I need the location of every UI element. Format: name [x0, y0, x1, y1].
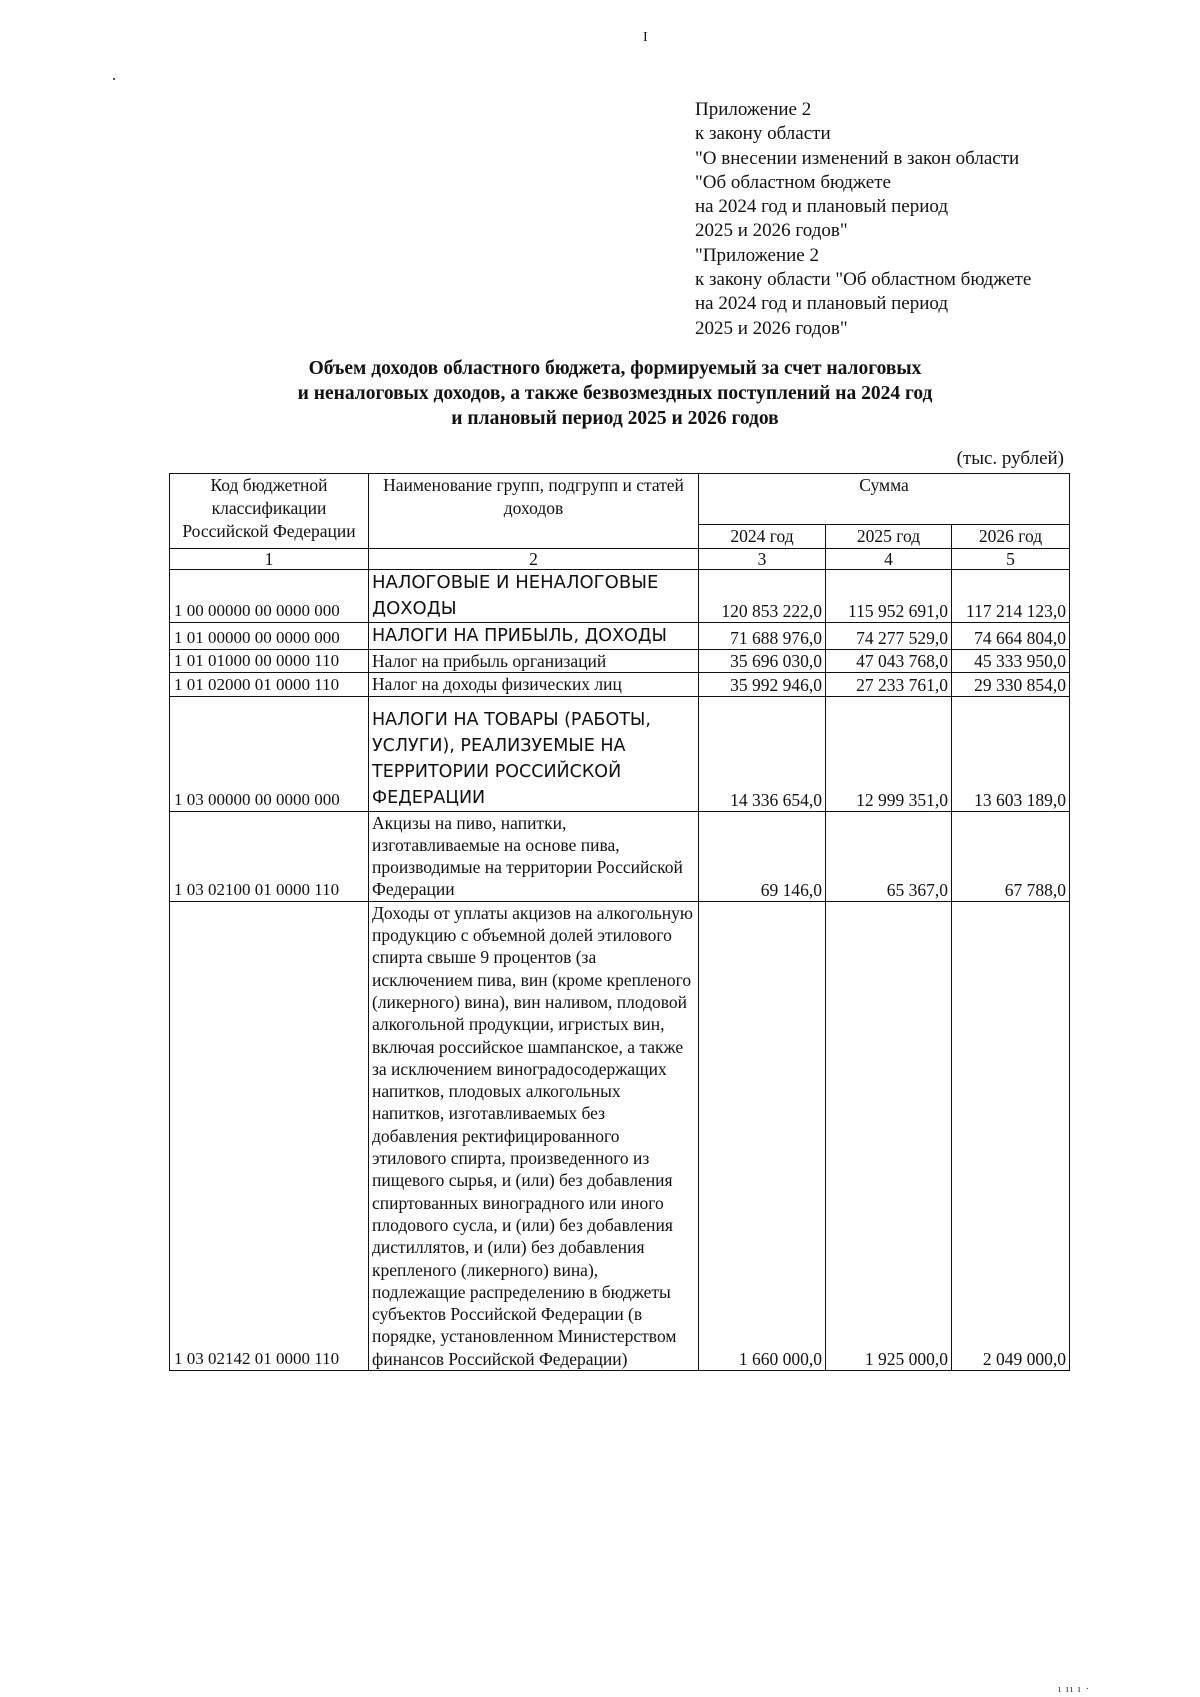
annex-line: 2025 и 2026 годов": [695, 317, 848, 339]
scan-speck: [113, 78, 115, 80]
row-value-2026: 2 049 000,0: [952, 901, 1070, 1370]
title-line: Объем доходов областного бюджета, формируемый за счет налоговых: [308, 358, 922, 379]
header-year: 2025 год: [826, 525, 952, 549]
row-code: 1 01 02000 01 0000 110: [170, 673, 369, 696]
header-year: 2024 год: [699, 525, 826, 549]
row-code: 1 01 01000 00 0000 110: [170, 650, 369, 673]
annex-line: 2025 и 2026 годов": [695, 220, 848, 242]
row-value-2024: 120 853 222,0: [699, 570, 826, 623]
units-label: (тыс. рублей): [956, 448, 1064, 469]
row-value-2024: 14 336 654,0: [699, 696, 826, 811]
row-code: 1 03 02100 01 0000 110: [170, 811, 369, 901]
annex-line: к закону области "Об областном бюджете: [695, 269, 1032, 291]
row-name: Налог на прибыль организаций: [369, 650, 699, 673]
row-value-2024: 1 660 000,0: [699, 901, 826, 1370]
row-value-2025: 12 999 351,0: [826, 696, 952, 811]
row-value-2026: 74 664 804,0: [952, 623, 1070, 650]
row-name: НАЛОГИ НА ТОВАРЫ (РАБОТЫ, УСЛУГИ), РЕАЛИЗУЕМЫЕ НА ТЕРРИТОРИИ РОССИЙСКОЙ ФЕДЕРАЦИИ: [369, 696, 699, 811]
table-row: [170, 570, 1070, 623]
row-value-2024: 35 992 946,0: [699, 673, 826, 696]
row-value-2026: 67 788,0: [952, 811, 1070, 901]
table-row: [170, 901, 1070, 1370]
table-row: [170, 650, 1070, 673]
header-sum: Сумма: [699, 474, 1070, 525]
table-row: [170, 811, 1070, 901]
annex-line: "Об областном бюджете: [695, 171, 891, 193]
row-value-2025: 74 277 529,0: [826, 623, 952, 650]
revenue-table: [169, 473, 1070, 1371]
row-value-2025: 1 925 000,0: [826, 901, 952, 1370]
page-number-mark: I: [643, 30, 648, 45]
annex-line: "О внесении изменений в закон области: [695, 147, 1020, 169]
row-value-2025: 115 952 691,0: [826, 570, 952, 623]
scan-edge-marks: ı ıı ı ·: [1058, 1683, 1091, 1695]
header-code: Код бюджетной классификации Российской Федерации: [170, 474, 369, 549]
row-value-2026: 45 333 950,0: [952, 650, 1070, 673]
table-row: [170, 673, 1070, 696]
column-number: 1: [170, 549, 369, 570]
row-value-2025: 65 367,0: [826, 811, 952, 901]
column-number-row: [170, 549, 1070, 570]
row-name: НАЛОГИ НА ПРИБЫЛЬ, ДОХОДЫ: [369, 623, 699, 650]
annex-line: на 2024 год и плановый период: [695, 293, 949, 315]
column-number: 2: [369, 549, 699, 570]
column-number: 3: [699, 549, 826, 570]
row-value-2024: 69 146,0: [699, 811, 826, 901]
table-header-row: [170, 474, 1070, 525]
column-number: 4: [826, 549, 952, 570]
row-code: 1 03 00000 00 0000 000: [170, 696, 369, 811]
row-value-2025: 47 043 768,0: [826, 650, 952, 673]
column-number: 5: [952, 549, 1070, 570]
annex-line: Приложение 2: [695, 99, 812, 120]
row-value-2024: 35 696 030,0: [699, 650, 826, 673]
table-row: [170, 623, 1070, 650]
row-name: НАЛОГОВЫЕ И НЕНАЛОГОВЫЕ ДОХОДЫ: [369, 570, 699, 623]
header-year: 2026 год: [952, 525, 1070, 549]
row-code: 1 01 00000 00 0000 000: [170, 623, 369, 650]
annex-line: "Приложение 2: [695, 244, 819, 266]
row-name: Доходы от уплаты акцизов на алкогольную продукцию с объемной долей этилового спирта свыше 9 процентов (за исключением пива, вин (кроме крепленого (ликерного) вина), вин наливом, плодовой алкогольной продукции, игристых вин, включая российское шампанское, а также за исключением виноградосодержащих напитков, плодовых алкогольных напитков, изготавливаемых без добавления ректифицированного этилового спирта, произведенного из пищевого сырья, и (или) без добавления спиртованных виноградного или иного плодового сусла, и (или) без добавления дистиллятов, и (или) без добавления крепленого (ликерного) вина), подлежащие распределению в бюджеты субъектов Российской Федерации (в порядке, установленном Министерством финансов Российской Федерации): [369, 901, 699, 1370]
table-row: [170, 696, 1070, 811]
row-value-2025: 27 233 761,0: [826, 673, 952, 696]
title-line: и неналоговых доходов, а также безвозмездных поступлений на 2024 год: [297, 383, 933, 404]
header-name: Наименование групп, подгрупп и статей доходов: [369, 474, 699, 549]
row-code: 1 00 00000 00 0000 000: [170, 570, 369, 623]
row-name: Налог на доходы физических лиц: [369, 673, 699, 696]
row-value-2026: 29 330 854,0: [952, 673, 1070, 696]
row-value-2024: 71 688 976,0: [699, 623, 826, 650]
annex-header: [695, 98, 1031, 341]
row-code: 1 03 02142 01 0000 110: [170, 901, 369, 1370]
row-name: Акцизы на пиво, напитки, изготавливаемые на основе пива, производимые на территории Российской Федерации: [369, 811, 699, 901]
title-line: и плановый период 2025 и 2026 годов: [451, 408, 779, 429]
row-value-2026: 13 603 189,0: [952, 696, 1070, 811]
annex-line: к закону области: [695, 123, 831, 145]
document-title: [160, 356, 1070, 431]
annex-line: на 2024 год и плановый период: [695, 196, 949, 218]
row-value-2026: 117 214 123,0: [952, 570, 1070, 623]
